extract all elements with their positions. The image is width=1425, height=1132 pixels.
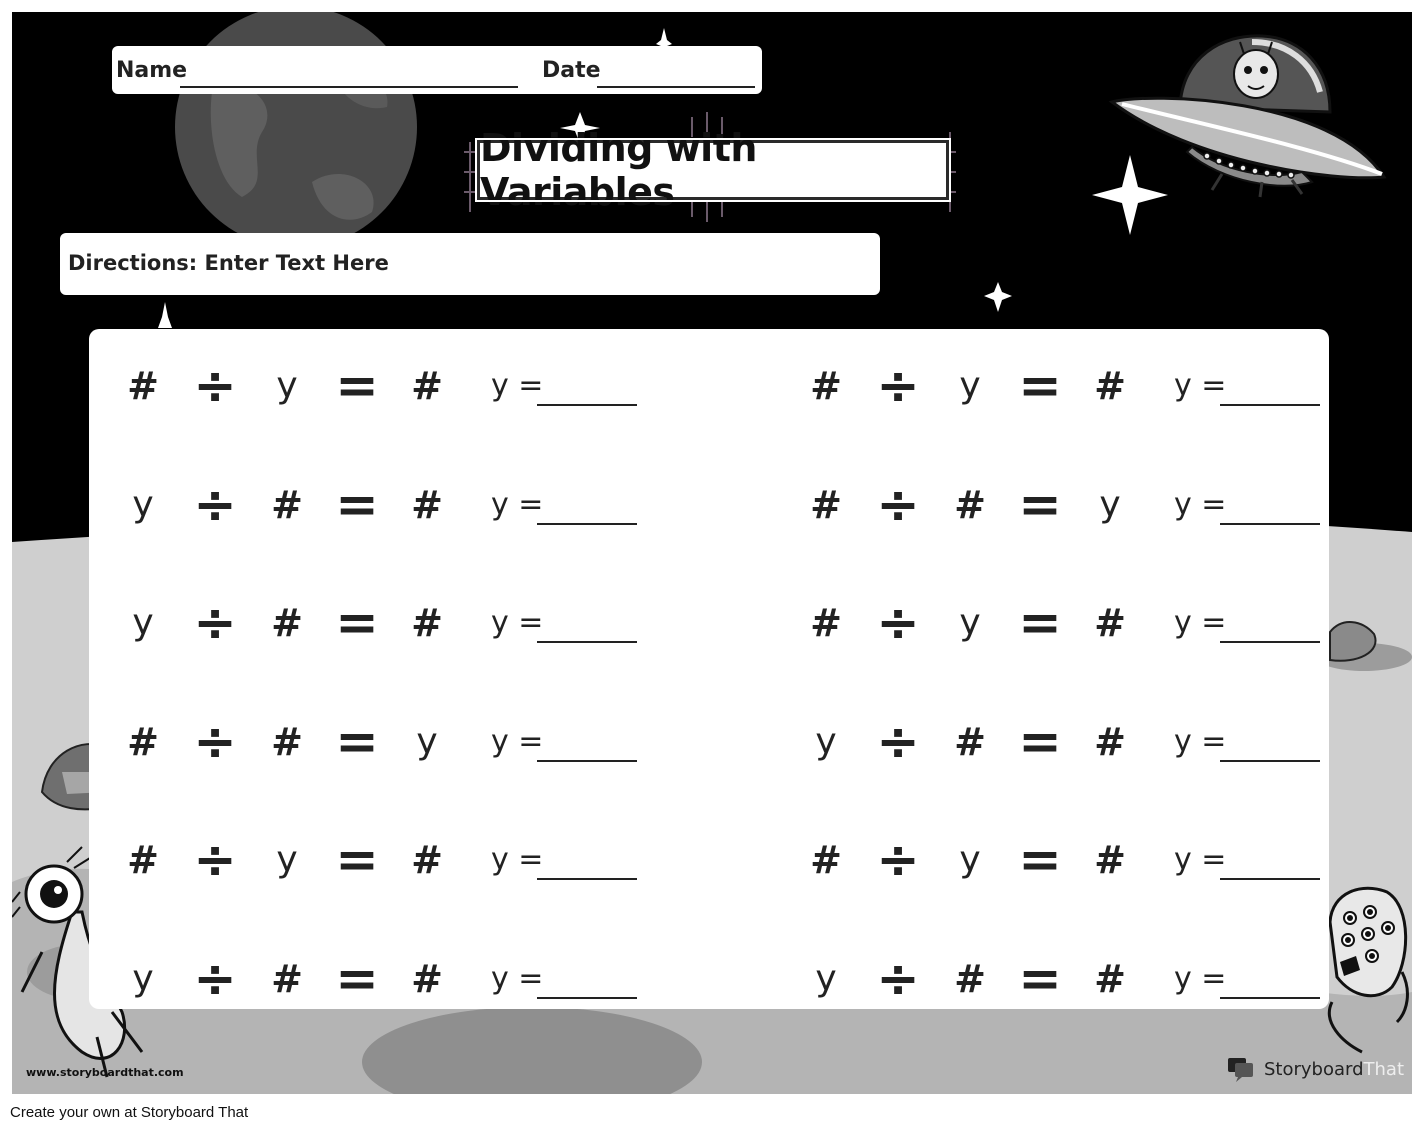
answer-field[interactable]: [491, 949, 651, 1009]
equals-sign: =: [1018, 830, 1062, 890]
number-placeholder: #: [1094, 838, 1126, 882]
equals-sign: =: [335, 830, 379, 890]
equals-sign: =: [335, 356, 379, 416]
number-placeholder: #: [810, 838, 842, 882]
answer-label: y =: [491, 368, 544, 403]
date-field[interactable]: [597, 86, 755, 88]
storyboard-logo-icon: [1226, 1056, 1256, 1082]
title-box: [477, 126, 949, 214]
divide-sign: ÷: [876, 356, 920, 416]
answer-blank[interactable]: [537, 641, 637, 643]
equals-sign: =: [335, 593, 379, 653]
number-placeholder: #: [1094, 364, 1126, 408]
divide-sign: ÷: [876, 830, 920, 890]
answer-field[interactable]: [1174, 949, 1334, 1009]
number-placeholder: #: [954, 956, 986, 1001]
answer-blank[interactable]: [1220, 523, 1320, 525]
brand-name-suffix: That: [1363, 1058, 1405, 1080]
number-placeholder: #: [810, 364, 842, 408]
problem-row: [101, 830, 661, 890]
answer-label: y =: [491, 723, 544, 759]
brand-name: Storyboard: [1264, 1058, 1364, 1080]
answer-label: y =: [1174, 486, 1227, 522]
answer-blank[interactable]: [1220, 997, 1320, 999]
number-placeholder: #: [1094, 719, 1126, 764]
divide-sign: ÷: [193, 356, 237, 416]
divide-sign: ÷: [876, 474, 920, 535]
problem-row: [101, 593, 661, 653]
number-placeholder: #: [271, 482, 303, 527]
divide-sign: ÷: [193, 830, 237, 890]
answer-field[interactable]: [491, 593, 651, 653]
equals-sign: =: [335, 948, 379, 1009]
directions-box[interactable]: [60, 233, 880, 295]
problem-row: [784, 830, 1344, 890]
answer-blank[interactable]: [1220, 641, 1320, 643]
answer-field[interactable]: [1174, 356, 1334, 416]
directions-text: Directions: Enter Text Here: [68, 251, 389, 275]
answer-label: y =: [1174, 368, 1227, 403]
answer-blank[interactable]: [537, 760, 637, 762]
divide-sign: ÷: [193, 474, 237, 535]
answer-blank[interactable]: [1220, 760, 1320, 762]
answer-blank[interactable]: [537, 523, 637, 525]
answer-blank[interactable]: [537, 997, 637, 999]
equals-sign: =: [1018, 711, 1062, 772]
divide-sign: ÷: [193, 948, 237, 1009]
variable: y: [959, 365, 981, 406]
footer-credit: Create your own at Storyboard That: [10, 1104, 249, 1121]
variable: y: [132, 602, 154, 643]
variable: y: [815, 720, 837, 762]
problem-row: [101, 475, 661, 535]
number-placeholder: #: [127, 364, 159, 408]
divide-sign: ÷: [876, 711, 920, 772]
variable: y: [132, 957, 154, 999]
variable: y: [959, 602, 981, 643]
problem-row: [101, 356, 661, 416]
answer-label: y =: [491, 960, 544, 996]
number-placeholder: #: [271, 719, 303, 764]
worksheet: [12, 12, 1412, 1094]
equals-sign: =: [335, 711, 379, 772]
answer-field[interactable]: [491, 475, 651, 535]
answer-blank[interactable]: [1220, 878, 1320, 880]
watermark-url: www.storyboardthat.com: [26, 1066, 184, 1079]
equals-sign: =: [1018, 474, 1062, 535]
answer-field[interactable]: [491, 712, 651, 772]
name-date-bar: [112, 46, 762, 94]
problem-row: [784, 593, 1344, 653]
number-placeholder: #: [954, 719, 986, 764]
number-placeholder: #: [127, 838, 159, 882]
number-placeholder: #: [127, 719, 159, 764]
divide-sign: ÷: [876, 593, 920, 653]
problems-panel: [89, 329, 1329, 1009]
number-placeholder: #: [1094, 601, 1126, 645]
name-field[interactable]: [180, 86, 518, 88]
storyboard-watermark: [1226, 1056, 1404, 1082]
number-placeholder: #: [411, 364, 443, 408]
equals-sign: =: [1018, 948, 1062, 1009]
equals-sign: =: [335, 474, 379, 535]
answer-field[interactable]: [491, 830, 651, 890]
answer-field[interactable]: [1174, 593, 1334, 653]
problem-row: [784, 356, 1344, 416]
number-placeholder: #: [271, 601, 303, 645]
divide-sign: ÷: [876, 948, 920, 1009]
number-placeholder: #: [411, 838, 443, 882]
answer-blank[interactable]: [537, 404, 637, 406]
problem-row: [101, 949, 661, 1009]
answer-label: y =: [491, 486, 544, 522]
variable: y: [815, 957, 837, 999]
number-placeholder: #: [1094, 956, 1126, 1001]
variable: y: [276, 839, 298, 880]
variable: y: [132, 483, 154, 525]
date-label: Date: [542, 58, 601, 83]
equals-sign: =: [1018, 593, 1062, 653]
answer-label: y =: [1174, 723, 1227, 759]
number-placeholder: #: [271, 956, 303, 1001]
problem-row: [784, 949, 1344, 1009]
answer-label: y =: [491, 842, 544, 877]
answer-field[interactable]: [1174, 712, 1334, 772]
page-title: Dividing with Variables: [480, 126, 757, 214]
number-placeholder: #: [954, 482, 986, 527]
number-placeholder: #: [810, 601, 842, 645]
ufo-icon: [1112, 36, 1384, 197]
number-placeholder: #: [411, 601, 443, 645]
number-placeholder: #: [411, 956, 443, 1001]
equals-sign: =: [1018, 356, 1062, 416]
variable: y: [1099, 483, 1121, 525]
answer-blank[interactable]: [537, 878, 637, 880]
answer-label: y =: [491, 605, 544, 640]
answer-label: y =: [1174, 842, 1227, 877]
variable: y: [276, 365, 298, 406]
answer-field[interactable]: [1174, 475, 1334, 535]
answer-label: y =: [1174, 605, 1227, 640]
name-label: Name: [116, 58, 188, 83]
divide-sign: ÷: [193, 711, 237, 772]
divide-sign: ÷: [193, 593, 237, 653]
variable: y: [959, 839, 981, 880]
problem-row: [784, 712, 1344, 772]
number-placeholder: #: [810, 482, 842, 527]
variable: y: [416, 720, 438, 762]
problem-row: [784, 475, 1344, 535]
problem-row: [101, 712, 661, 772]
answer-field[interactable]: [1174, 830, 1334, 890]
answer-blank[interactable]: [1220, 404, 1320, 406]
answer-field[interactable]: [491, 356, 651, 416]
answer-label: y =: [1174, 960, 1227, 996]
number-placeholder: #: [411, 482, 443, 527]
